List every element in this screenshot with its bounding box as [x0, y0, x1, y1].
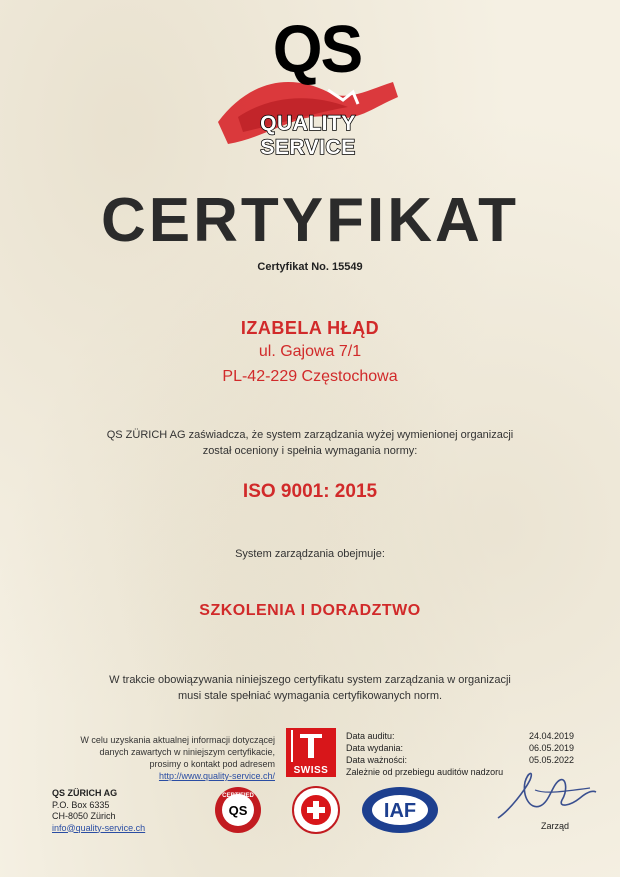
validity-text	[0, 672, 620, 704]
holder-city: PL-42-229 Częstochowa	[222, 368, 398, 385]
issue-date-value: 06.05.2019	[528, 743, 574, 753]
surveillance-note: Zależnie od przebiegu auditów nadzoru	[346, 767, 504, 777]
validity-line: musi stale spełniać wymagania certyfikowanych norm.	[177, 690, 443, 702]
standard-name: ISO 9001: 2015	[242, 481, 378, 502]
valid-date-label: Data ważności:	[346, 755, 408, 765]
issuer-email[interactable]: info@quality-service.ch	[52, 822, 146, 833]
signature-caption: Zarząd	[541, 821, 570, 831]
iaf-badge-text: IAF	[383, 800, 417, 822]
logo-quality-service-text: QUALITY SERVICE	[260, 112, 356, 159]
holder-name: IZABELA HŁĄD	[240, 318, 380, 338]
audit-date-value: 24.04.2019	[528, 731, 574, 741]
certified-badge-mid: QS	[228, 803, 248, 818]
swiss-mark-icon	[286, 728, 336, 764]
info-block	[60, 734, 275, 782]
accreditation-cross-badge-icon	[291, 785, 341, 835]
certificate-title: CERTYFIKAT	[100, 186, 520, 255]
valid-date-value: 05.05.2022	[528, 755, 574, 765]
info-line: prosimy o kontakt pod adresem	[149, 759, 275, 769]
issuer-box: P.O. Box 6335	[52, 799, 110, 810]
issuer-name: QS ZÜRICH AG	[52, 788, 118, 798]
certified-badge-top: CERTIFIED	[222, 793, 254, 799]
certified-badge-icon	[213, 785, 263, 835]
statement-text	[0, 427, 620, 459]
scope-intro: System zarządzania obejmuje:	[235, 548, 385, 560]
info-link[interactable]: http://www.quality-service.ch/	[158, 771, 275, 781]
logo-qs-mark: QS	[272, 11, 362, 87]
signature-icon	[490, 760, 600, 830]
issuer-city: CH-8050 Zürich	[52, 811, 116, 821]
info-line: W celu uzyskania aktualnej informacji dotyczącej	[80, 735, 275, 745]
swiss-label: SWISS	[286, 764, 336, 777]
info-line: danych zawartych w niniejszym certyfikacie,	[99, 747, 275, 757]
statement-line: QS ZÜRICH AG zaświadcza, że system zarządzania wyżej wymienionej organizacji	[106, 429, 514, 441]
statement-line: został oceniony i spełnia wymagania normy:	[202, 445, 418, 457]
issuer-block	[52, 788, 212, 834]
certificate-number: Certyfikat No. 15549	[257, 261, 363, 273]
holder-street: ul. Gajowa 7/1	[258, 343, 362, 360]
issue-date-label: Data wydania:	[346, 743, 404, 753]
iaf-badge-icon	[360, 785, 440, 835]
validity-line: W trakcie obowiązywania niniejszego certyfikatu system zarządzania w organizacji	[109, 674, 511, 686]
audit-date-label: Data auditu:	[346, 731, 395, 741]
scope-text: SZKOLENIA I DORADZTWO	[199, 602, 421, 619]
